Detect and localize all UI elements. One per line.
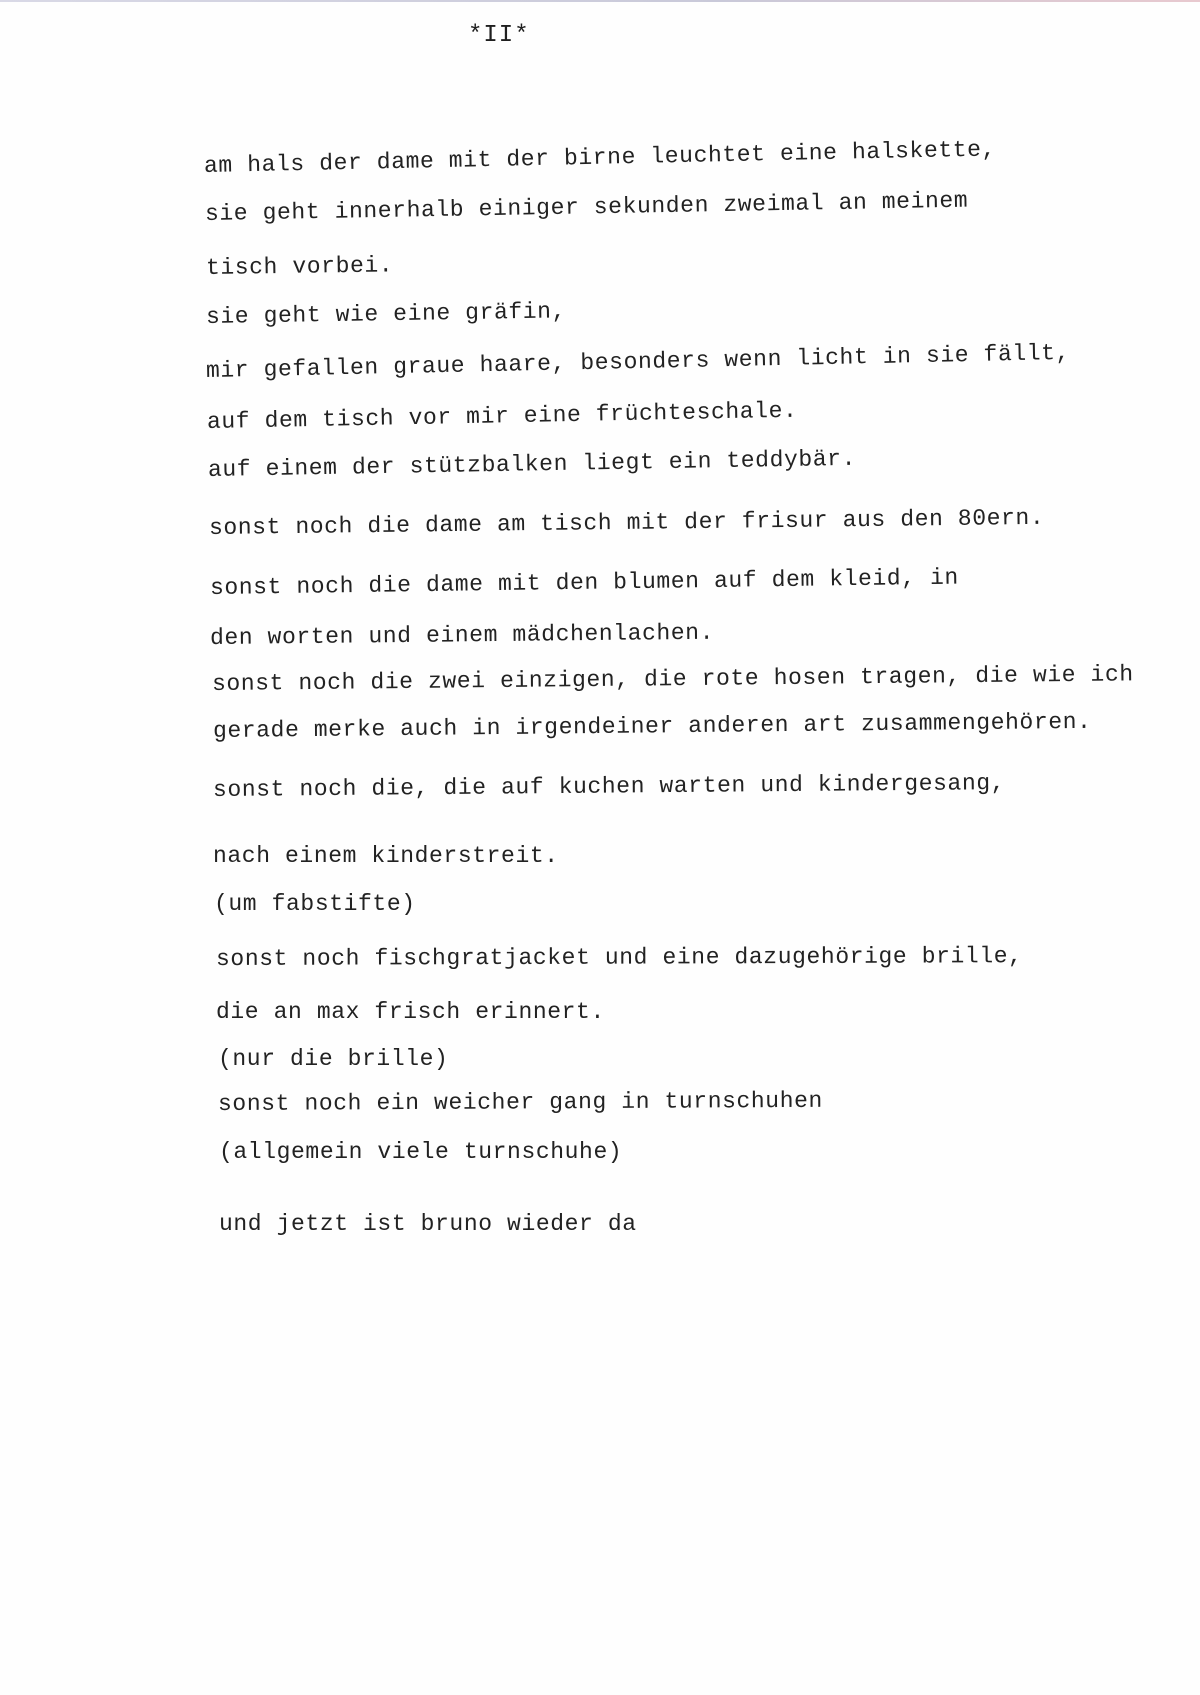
text-line-19: sonst noch ein weicher gang in turnschuhen [217,1087,823,1117]
text-line-15: (um fabstifte) [214,891,416,917]
text-line-1: am hals der dame mit der birne leuchtet eine halskette, [203,136,997,179]
text-line-14: nach einem kinderstreit. [213,843,559,869]
text-line-21: und jetzt ist bruno wieder da [219,1211,637,1237]
text-line-10: den worten und einem mädchenlachen. [209,619,715,651]
text-line-13: sonst noch die, die auf kuchen warten und kindergesang, [212,770,1006,803]
text-line-9: sonst noch die dame mit den blumen auf dem kleid, in [209,564,960,601]
page-top-edge [0,0,1200,2]
text-line-11: sonst noch die zwei einzigen, die rote hosen tragen, die wie ich [211,661,1134,697]
text-line-17: die an max frisch erinnert. [216,999,605,1025]
text-line-3: tisch vorbei. [205,252,394,281]
text-line-4: sie geht wie eine gräfin, [205,298,567,330]
page-number: *II* [468,22,530,49]
text-line-5: mir gefallen graue haare, besonders wenn licht in sie fällt, [205,339,1071,384]
text-line-12: gerade merke auch in irgendeiner anderen art zusammengehören. [212,708,1092,744]
text-line-8: sonst noch die dame am tisch mit der frisur aus den 80ern. [208,504,1045,541]
text-line-2: sie geht innerhalb einiger sekunden zweimal an meinem [204,187,969,227]
text-line-16: sonst noch fischgratjacket und eine dazugehörige brille, [215,943,1023,972]
text-line-6: auf dem tisch vor mir eine früchteschale. [206,397,798,435]
text-line-18: (nur die brille) [218,1046,449,1072]
text-line-20: (allgemein viele turnschuhe) [219,1139,623,1165]
text-line-7: auf einem der stützbalken liegt ein teddybär. [207,445,857,483]
